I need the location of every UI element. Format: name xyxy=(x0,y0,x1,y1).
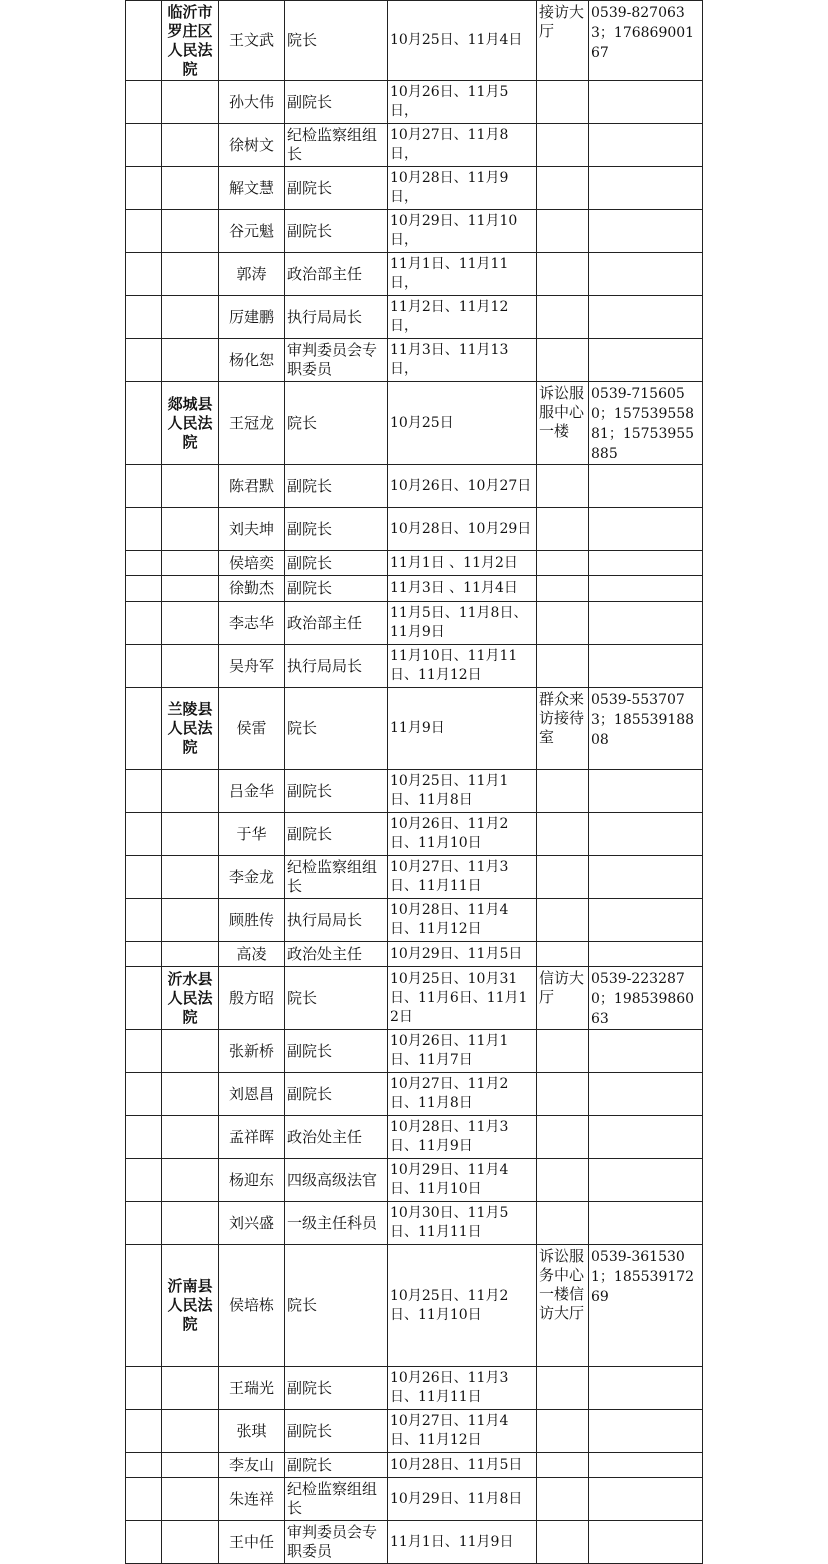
index-cell xyxy=(126,124,162,167)
index-cell xyxy=(126,1410,162,1453)
court-name xyxy=(162,508,219,551)
reception-place xyxy=(537,551,589,576)
contact-phone xyxy=(589,296,703,339)
person-name: 王冠龙 xyxy=(219,382,285,465)
court-name xyxy=(162,1367,219,1410)
person-name: 徐勤杰 xyxy=(219,576,285,602)
index-cell xyxy=(126,1073,162,1116)
reception-dates: 11月1日、11月9日 xyxy=(388,1521,537,1564)
reception-dates: 10月29日、11月8日 xyxy=(388,1478,537,1521)
table-row xyxy=(126,124,703,167)
court-name xyxy=(162,1202,219,1245)
court-name xyxy=(162,813,219,856)
reception-place: 信访大厅 xyxy=(537,967,589,1030)
reception-place xyxy=(537,81,589,124)
contact-phone xyxy=(589,508,703,551)
reception-place xyxy=(537,1453,589,1478)
index-cell xyxy=(126,645,162,688)
contact-phone xyxy=(589,899,703,942)
contact-phone xyxy=(589,167,703,210)
contact-phone: 0539-7156050；15753955881；15753955885 xyxy=(589,382,703,465)
court-name xyxy=(162,465,219,508)
person-name: 刘恩昌 xyxy=(219,1073,285,1116)
reception-dates: 10月28日、11月5日 xyxy=(388,1453,537,1478)
reception-dates: 10月26日、11月2日、11月10日 xyxy=(388,813,537,856)
contact-phone xyxy=(589,1478,703,1521)
reception-place xyxy=(537,508,589,551)
reception-place xyxy=(537,465,589,508)
contact-phone xyxy=(589,81,703,124)
index-cell xyxy=(126,942,162,967)
reception-dates: 10月27日、11月3日、11月11日 xyxy=(388,856,537,899)
reception-dates: 10月30日、11月5日、11月11日 xyxy=(388,1202,537,1245)
court-name xyxy=(162,770,219,813)
court-name xyxy=(162,1410,219,1453)
index-cell xyxy=(126,1030,162,1073)
table-row xyxy=(126,1,703,81)
court-name xyxy=(162,1116,219,1159)
reception-place xyxy=(537,1410,589,1453)
table-row xyxy=(126,508,703,551)
reception-dates: 10月26日、11月1日、11月7日 xyxy=(388,1030,537,1073)
reception-place xyxy=(537,124,589,167)
index-cell xyxy=(126,1521,162,1564)
reception-place xyxy=(537,813,589,856)
court-name xyxy=(162,1478,219,1521)
person-name: 李友山 xyxy=(219,1453,285,1478)
reception-place xyxy=(537,1521,589,1564)
index-cell xyxy=(126,967,162,1030)
index-cell xyxy=(126,1245,162,1367)
person-title: 院长 xyxy=(285,967,388,1030)
reception-dates: 10月27日、11月4日、11月12日 xyxy=(388,1410,537,1453)
contact-phone xyxy=(589,210,703,253)
index-cell xyxy=(126,576,162,602)
table-row xyxy=(126,1478,703,1521)
person-title: 副院长 xyxy=(285,1367,388,1410)
person-name: 殷方昭 xyxy=(219,967,285,1030)
person-name: 厉建鹏 xyxy=(219,296,285,339)
person-name: 陈君默 xyxy=(219,465,285,508)
contact-phone xyxy=(589,1453,703,1478)
table-row xyxy=(126,1367,703,1410)
person-title: 四级高级法官 xyxy=(285,1159,388,1202)
person-name: 谷元魁 xyxy=(219,210,285,253)
reception-dates: 10月29日、11月4日、11月10日 xyxy=(388,1159,537,1202)
person-title: 副院长 xyxy=(285,465,388,508)
court-name xyxy=(162,602,219,645)
court-name xyxy=(162,253,219,296)
person-title: 审判委员会专职委员 xyxy=(285,339,388,382)
index-cell xyxy=(126,1453,162,1478)
reception-dates: 11月5日、11月8日、11月9日 xyxy=(388,602,537,645)
person-name: 张新桥 xyxy=(219,1030,285,1073)
reception-dates: 10月25日、11月1日、11月8日 xyxy=(388,770,537,813)
reception-dates: 11月9日 xyxy=(388,688,537,770)
person-title: 院长 xyxy=(285,382,388,465)
person-name: 高凌 xyxy=(219,942,285,967)
reception-dates: 10月28日、11月3日、11月9日 xyxy=(388,1116,537,1159)
person-title: 院长 xyxy=(285,688,388,770)
person-name: 侯培栋 xyxy=(219,1245,285,1367)
court-name xyxy=(162,899,219,942)
person-name: 于华 xyxy=(219,813,285,856)
reception-schedule-table xyxy=(125,0,703,1564)
contact-phone xyxy=(589,551,703,576)
person-title: 政治处主任 xyxy=(285,1116,388,1159)
reception-place xyxy=(537,1159,589,1202)
person-name: 王瑞光 xyxy=(219,1367,285,1410)
reception-dates: 10月28日、10月29日 xyxy=(388,508,537,551)
contact-phone xyxy=(589,1410,703,1453)
reception-dates: 10月28日、11月9日， xyxy=(388,167,537,210)
table-row xyxy=(126,602,703,645)
table-row xyxy=(126,1030,703,1073)
index-cell xyxy=(126,899,162,942)
table-row xyxy=(126,967,703,1030)
reception-place xyxy=(537,167,589,210)
table-row xyxy=(126,1245,703,1367)
person-title: 纪检监察组组长 xyxy=(285,856,388,899)
contact-phone: 0539-8270633；17686900167 xyxy=(589,1,703,81)
person-name: 吕金华 xyxy=(219,770,285,813)
reception-place: 群众来访接待室 xyxy=(537,688,589,770)
contact-phone xyxy=(589,856,703,899)
reception-place xyxy=(537,1202,589,1245)
person-name: 刘夫坤 xyxy=(219,508,285,551)
reception-place xyxy=(537,770,589,813)
contact-phone xyxy=(589,942,703,967)
index-cell xyxy=(126,1116,162,1159)
index-cell xyxy=(126,770,162,813)
person-name: 王文武 xyxy=(219,1,285,81)
table-row xyxy=(126,688,703,770)
reception-dates: 10月25日、11月4日 xyxy=(388,1,537,81)
contact-phone xyxy=(589,602,703,645)
table-row xyxy=(126,576,703,602)
reception-dates: 11月1日、11月11日， xyxy=(388,253,537,296)
court-name xyxy=(162,1073,219,1116)
person-name: 朱连祥 xyxy=(219,1478,285,1521)
contact-phone xyxy=(589,576,703,602)
court-name xyxy=(162,296,219,339)
person-name: 徐树文 xyxy=(219,124,285,167)
table-row xyxy=(126,770,703,813)
person-name: 张琪 xyxy=(219,1410,285,1453)
court-name xyxy=(162,576,219,602)
person-title: 副院长 xyxy=(285,508,388,551)
person-title: 院长 xyxy=(285,1,388,81)
reception-dates: 11月3日 、11月4日 xyxy=(388,576,537,602)
court-name: 临沂市罗庄区人民法院 xyxy=(162,1,219,81)
contact-phone xyxy=(589,770,703,813)
table-row xyxy=(126,899,703,942)
reception-place xyxy=(537,1478,589,1521)
reception-place: 接访大厅 xyxy=(537,1,589,81)
table-row xyxy=(126,167,703,210)
contact-phone xyxy=(589,124,703,167)
index-cell xyxy=(126,253,162,296)
table-row xyxy=(126,551,703,576)
contact-phone xyxy=(589,1073,703,1116)
index-cell xyxy=(126,1159,162,1202)
court-name xyxy=(162,1159,219,1202)
reception-place: 诉讼服务中心一楼信访大厅 xyxy=(537,1245,589,1367)
index-cell xyxy=(126,551,162,576)
contact-phone xyxy=(589,1367,703,1410)
reception-dates: 10月27日、11月2日、11月8日 xyxy=(388,1073,537,1116)
contact-phone xyxy=(589,1116,703,1159)
court-name xyxy=(162,942,219,967)
reception-dates: 11月10日、11月11日、11月12日 xyxy=(388,645,537,688)
reception-dates: 10月25日 xyxy=(388,382,537,465)
reception-dates: 10月29日、11月10日， xyxy=(388,210,537,253)
index-cell xyxy=(126,167,162,210)
court-name xyxy=(162,167,219,210)
index-cell xyxy=(126,1,162,81)
person-title: 院长 xyxy=(285,1245,388,1367)
reception-place xyxy=(537,296,589,339)
court-name: 沂水县人民法院 xyxy=(162,967,219,1030)
table-row xyxy=(126,382,703,465)
table-row xyxy=(126,1521,703,1564)
contact-phone: 0539-5537073；18553918808 xyxy=(589,688,703,770)
contact-phone xyxy=(589,813,703,856)
reception-dates: 11月2日、11月12日， xyxy=(388,296,537,339)
table-row xyxy=(126,856,703,899)
person-name: 孙大伟 xyxy=(219,81,285,124)
person-title: 副院长 xyxy=(285,210,388,253)
person-title: 政治处主任 xyxy=(285,942,388,967)
reception-dates: 10月28日、11月4日、11月12日 xyxy=(388,899,537,942)
person-name: 王中任 xyxy=(219,1521,285,1564)
person-title: 纪检监察组组长 xyxy=(285,124,388,167)
reception-dates: 10月26日、10月27日 xyxy=(388,465,537,508)
reception-place xyxy=(537,899,589,942)
court-name xyxy=(162,1521,219,1564)
reception-place xyxy=(537,1367,589,1410)
person-title: 政治部主任 xyxy=(285,602,388,645)
index-cell xyxy=(126,382,162,465)
person-title: 一级主任科员 xyxy=(285,1202,388,1245)
table-row xyxy=(126,1410,703,1453)
table-row xyxy=(126,1453,703,1478)
reception-dates: 11月1日 、11月2日 xyxy=(388,551,537,576)
table-row xyxy=(126,813,703,856)
person-name: 吴舟军 xyxy=(219,645,285,688)
person-title: 执行局局长 xyxy=(285,899,388,942)
table-row xyxy=(126,339,703,382)
index-cell xyxy=(126,688,162,770)
person-title: 执行局局长 xyxy=(285,296,388,339)
index-cell xyxy=(126,296,162,339)
index-cell xyxy=(126,856,162,899)
table-row xyxy=(126,942,703,967)
person-title: 副院长 xyxy=(285,1410,388,1453)
reception-place xyxy=(537,1073,589,1116)
court-name xyxy=(162,1030,219,1073)
person-name: 孟祥晖 xyxy=(219,1116,285,1159)
court-name xyxy=(162,81,219,124)
contact-phone xyxy=(589,1030,703,1073)
contact-phone: 0539-2232870；19853986063 xyxy=(589,967,703,1030)
person-title: 纪检监察组组长 xyxy=(285,1478,388,1521)
table-body xyxy=(126,1,703,1564)
person-title: 副院长 xyxy=(285,551,388,576)
reception-dates: 10月25日、10月31日、11月6日、11月12日 xyxy=(388,967,537,1030)
reception-place xyxy=(537,339,589,382)
table-row xyxy=(126,296,703,339)
reception-place: 诉讼服服中心一楼 xyxy=(537,382,589,465)
index-cell xyxy=(126,1367,162,1410)
person-name: 刘兴盛 xyxy=(219,1202,285,1245)
person-title: 执行局局长 xyxy=(285,645,388,688)
reception-place xyxy=(537,645,589,688)
person-title: 政治部主任 xyxy=(285,253,388,296)
reception-place xyxy=(537,856,589,899)
reception-place xyxy=(537,602,589,645)
reception-place xyxy=(537,942,589,967)
contact-phone xyxy=(589,339,703,382)
court-name xyxy=(162,339,219,382)
person-title: 副院长 xyxy=(285,167,388,210)
person-name: 侯雷 xyxy=(219,688,285,770)
court-name xyxy=(162,1453,219,1478)
person-title: 副院长 xyxy=(285,81,388,124)
contact-phone xyxy=(589,1202,703,1245)
contact-phone xyxy=(589,1521,703,1564)
contact-phone xyxy=(589,645,703,688)
reception-dates: 10月26日、11月5日， xyxy=(388,81,537,124)
court-name xyxy=(162,551,219,576)
court-name xyxy=(162,210,219,253)
index-cell xyxy=(126,210,162,253)
reception-place xyxy=(537,1116,589,1159)
person-name: 杨化恕 xyxy=(219,339,285,382)
person-name: 李金龙 xyxy=(219,856,285,899)
court-name xyxy=(162,124,219,167)
reception-place xyxy=(537,1030,589,1073)
court-name xyxy=(162,645,219,688)
person-name: 解文慧 xyxy=(219,167,285,210)
person-title: 副院长 xyxy=(285,576,388,602)
index-cell xyxy=(126,1202,162,1245)
table-row xyxy=(126,1202,703,1245)
contact-phone xyxy=(589,253,703,296)
reception-place xyxy=(537,576,589,602)
person-name: 郭涛 xyxy=(219,253,285,296)
reception-dates: 10月27日、11月8日， xyxy=(388,124,537,167)
index-cell xyxy=(126,81,162,124)
index-cell xyxy=(126,339,162,382)
table-row xyxy=(126,1159,703,1202)
person-title: 副院长 xyxy=(285,1030,388,1073)
reception-dates: 10月29日、11月5日 xyxy=(388,942,537,967)
contact-phone: 0539-3615301；18553917269 xyxy=(589,1245,703,1367)
table-row xyxy=(126,1073,703,1116)
table-row xyxy=(126,210,703,253)
reception-place xyxy=(537,210,589,253)
person-name: 李志华 xyxy=(219,602,285,645)
index-cell xyxy=(126,602,162,645)
person-name: 杨迎东 xyxy=(219,1159,285,1202)
table-row xyxy=(126,645,703,688)
reception-dates: 10月26日、11月3日、11月11日 xyxy=(388,1367,537,1410)
person-name: 顾胜传 xyxy=(219,899,285,942)
reception-place xyxy=(537,253,589,296)
index-cell xyxy=(126,813,162,856)
court-name: 郯城县人民法院 xyxy=(162,382,219,465)
table-row xyxy=(126,1116,703,1159)
reception-dates: 10月25日、11月2日、11月10日 xyxy=(388,1245,537,1367)
index-cell xyxy=(126,1478,162,1521)
court-name xyxy=(162,856,219,899)
person-name: 侯培奕 xyxy=(219,551,285,576)
index-cell xyxy=(126,508,162,551)
table-row xyxy=(126,253,703,296)
index-cell xyxy=(126,465,162,508)
contact-phone xyxy=(589,1159,703,1202)
table-row xyxy=(126,81,703,124)
person-title: 副院长 xyxy=(285,770,388,813)
court-name: 兰陵县人民法院 xyxy=(162,688,219,770)
reception-dates: 11月3日、11月13日， xyxy=(388,339,537,382)
person-title: 副院长 xyxy=(285,813,388,856)
person-title: 审判委员会专职委员 xyxy=(285,1521,388,1564)
person-title: 副院长 xyxy=(285,1453,388,1478)
contact-phone xyxy=(589,465,703,508)
person-title: 副院长 xyxy=(285,1073,388,1116)
table-row xyxy=(126,465,703,508)
court-name: 沂南县人民法院 xyxy=(162,1245,219,1367)
